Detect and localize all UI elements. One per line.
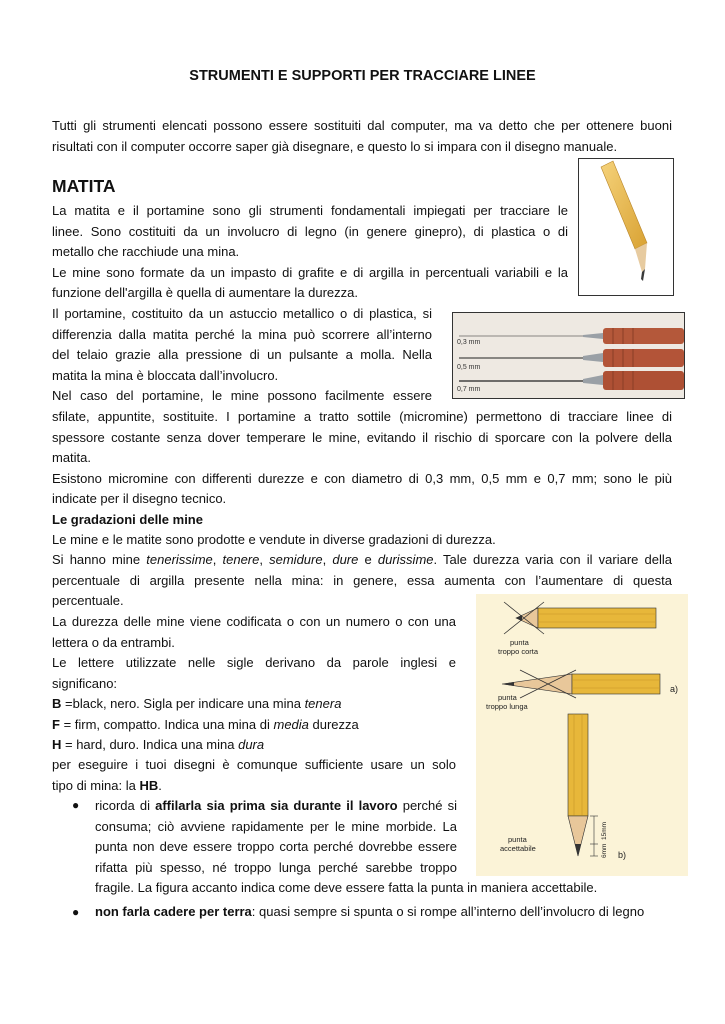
pencil-too-short (504, 602, 656, 634)
text-run: e (358, 552, 378, 567)
letter-list (52, 694, 456, 756)
letter-h (52, 735, 456, 756)
text-line: lettera o da entrambi. (52, 634, 175, 650)
pencil-too-long (502, 670, 660, 698)
text-run-bold: non farla cadere per terra (95, 904, 252, 919)
intro-line: risultati con il computer occorre saper già disegnare, e questo lo si impara con il disegno manuale. (52, 138, 618, 154)
mechanical-pencils-icon (453, 313, 684, 398)
letter-code: F (52, 716, 60, 732)
paragraph-codifica (52, 612, 456, 694)
letter-text: =black, nero. Sigla per indicare una mina (61, 696, 305, 711)
subheading-gradazioni: Le gradazioni delle mine (52, 512, 203, 527)
text-line: funzione dell'argilla è quella di aumentare la durezza. (52, 285, 359, 301)
text-line: indicate per il disegno tecnico. (52, 491, 227, 507)
dim-15mm: 15mm (601, 821, 608, 840)
text-line: per eseguire i tuoi disegni è comunque sufficiente usare un solo (52, 757, 456, 772)
bullet-dot: ● (72, 905, 80, 919)
label-c2: accettabile (500, 844, 536, 853)
text-line: punta non deve essere troppo corta perché dovrebbe essere (95, 839, 457, 855)
text-run: : quasi sempre si spunta o si rompe all’interno dell’involucro di legno (251, 904, 645, 919)
text-line: matita. (52, 450, 92, 466)
text-run: , (259, 552, 270, 567)
letter-em: tenera (304, 696, 342, 711)
term-semidure: semidure (269, 552, 323, 567)
section-heading: MATITA (52, 176, 116, 196)
bullet-affilarla (95, 796, 598, 899)
text-run: . (158, 777, 162, 793)
text-line: matita la mina è bloccata dall’involucro. (52, 367, 279, 383)
text-line: Esistono micromine con differenti durezze e con diametro di 0,3 mm, 0,5 mm e 0,7 mm; sono le più (52, 470, 672, 486)
letter-code: H (52, 737, 62, 753)
letter-code: B (52, 696, 62, 711)
text-line: Nel caso del portamine, le mine possono facilmente essere (52, 388, 432, 404)
text-run: ricorda di (95, 798, 156, 813)
text-line: sfilate, appuntite, sostituite. I portamine a tratto sottile (micromine) permettono di tracciare linee di (52, 409, 672, 424)
dim-6mm: 6mm (601, 843, 608, 858)
letter-em: dura (238, 737, 265, 753)
text-line: differenzia dalla matita perché la mina può scorrere all’interno (52, 326, 432, 342)
hb-code: HB (139, 777, 159, 793)
text-line (52, 550, 672, 571)
paragraph-matita (52, 201, 568, 304)
text-line: linee. Sono costituiti da un involucro di legno (in genere ginepro), di plastica o di (52, 223, 568, 239)
text-run: tipo di mina: la (52, 777, 140, 793)
term-dure: dure (332, 552, 359, 567)
lead-label-03: 0,3 mm (457, 339, 481, 346)
text-line (52, 776, 456, 797)
text-run: , (212, 552, 223, 567)
pencil-acceptable (568, 714, 598, 856)
bullet-dot: ● (72, 798, 80, 812)
text-line: significano: (52, 675, 118, 691)
lead-label-05: 0,5 mm (457, 364, 481, 371)
text-line: fragile. La figura accanto indica come deve essere fatta la punta in maniera accettabile. (95, 880, 598, 896)
text-run-bold: affilarla sia prima sia durante il lavoro (155, 798, 398, 813)
tag-b: b) (618, 850, 627, 860)
text-line: percentuale di argilla presente nella mina: in genere, essa aumenta con l’aumentare di questa (52, 572, 672, 588)
pencil-photo (578, 158, 674, 296)
text-line: Le lettere utilizzate nelle sigle derivano da parole inglesi e (52, 655, 456, 671)
lead-holder-1 (459, 328, 684, 344)
tag-a: a) (670, 684, 679, 694)
text-run: perché si (397, 798, 457, 813)
label-b2: troppo lunga (486, 702, 528, 711)
page-title: STRUMENTI E SUPPORTI PER TRACCIARE LINEE (189, 68, 536, 84)
text-line: La matita e il portamine sono gli strumenti fondamentali impiegati per tracciare le (52, 203, 568, 218)
lead-holder-3 (459, 371, 684, 390)
text-line: consuma; ciò avviene rapidamente per le mine morbide. La (95, 818, 457, 834)
paragraph-gradazioni: Le mine e le matite sono prodotte e vendute in diverse gradazioni di durezza. (52, 532, 496, 547)
label-a2: troppo corta (498, 647, 539, 656)
text-run: , (322, 552, 333, 567)
term-durissime: durissime (377, 552, 434, 567)
bullet-caduta (95, 902, 685, 923)
pencil-tips-diagram (476, 594, 688, 876)
letter-b (52, 694, 456, 715)
text-line: metallo che racchiude una mina. (52, 244, 240, 260)
text-line: rifatta più spesso, né troppo lunga perché sarebbe troppo (95, 859, 457, 875)
pencil-icon (579, 159, 673, 295)
pencil-tips-figure (476, 594, 688, 876)
lead-holder-2 (459, 349, 684, 367)
letter-f (52, 715, 456, 736)
label-b1: punta (498, 693, 517, 702)
letter-text: = hard, duro. Indica una mina (61, 737, 239, 753)
label-c1: punta (508, 835, 527, 844)
text-line: percentuale. (52, 593, 124, 609)
intro-paragraph (52, 116, 672, 157)
label-a1: punta (510, 638, 529, 647)
lead-label-07: 0,7 mm (457, 386, 481, 393)
text-line (95, 796, 457, 817)
text-line: spessore costante senza dover temperare le mine, evitando il rischio di sporcare con la polvere della (52, 429, 672, 445)
text-run: . Tale durezza varia con il variare della (433, 552, 672, 567)
text-line: Le mine sono formate da un impasto di grafite e di argilla in percentuali variabili e la (52, 264, 568, 280)
letter-after: durezza (308, 716, 359, 732)
paragraph-micromine (52, 407, 672, 510)
paragraph-portamine (52, 304, 432, 407)
term-tenere: tenere (222, 552, 260, 567)
text-line: Il portamine, costituito da un astuccio metallico o di plastica, si (52, 306, 432, 321)
text-line: del telaio grazie alla pressione di un pulsante a molla. Nella (52, 347, 432, 363)
letter-em: media (273, 716, 309, 732)
text-line: La durezza delle mine viene codificata o con un numero o con una (52, 614, 456, 629)
term-tenerissime: tenerissime (146, 552, 213, 567)
letter-text: = firm, compatto. Indica una mina di (59, 716, 274, 732)
paragraph-hb (52, 755, 456, 796)
lead-holders-photo (452, 312, 685, 399)
intro-line: Tutti gli strumenti elencati possono essere sostituiti dal computer, ma va detto che per ottenere buoni (52, 118, 672, 133)
text-run: Si hanno mine (52, 552, 147, 567)
